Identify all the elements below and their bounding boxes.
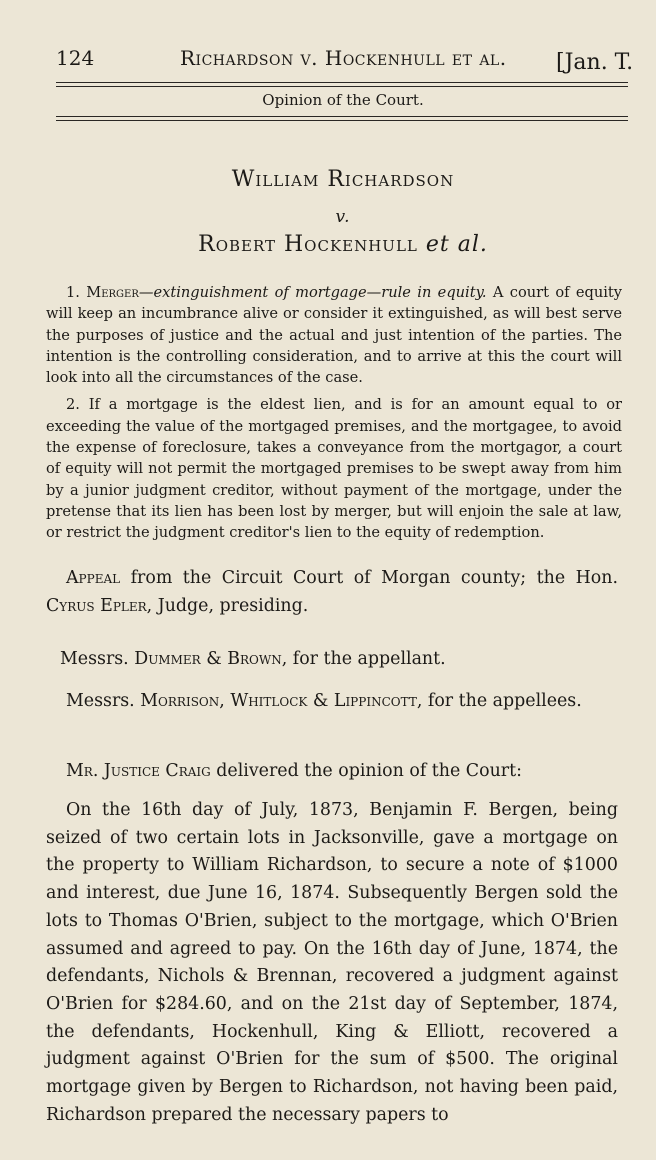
delivery-text: delivered the opinion of the Court: [216,761,522,781]
section-label: Opinion of the Court. [262,91,424,109]
defendant-suffix: et al. [425,232,488,257]
defendant-name: Robert Hockenhull [198,232,418,257]
opinion-body: On the 16th day of July, 1873, Benjamin F. Bergen, being seized of two certain lots in Jacksonville, gave a mortgage on the property to William Richardson, to secure a note of $1000 and interest, due June 16, 1874. Subsequently Bergen sold the lots to Thomas O'Brien, subject to the mortgage, which O'Brien assumed and agreed to pay. On the 16th day of June, 1874, the defendants, Nichols & Brennan, recovered a judgment against O'Brien for $284.60, and on the 21st day of September, 1874, the defendants, Hockenhull, King & Elliott, recovered a judgment against O'Brien for the sum of $500. The original mortgage given by Bergen to Richardson, not having been paid, Richardson prepared the necessary papers to [46,800,618,1125]
appellees-counsel-names: Morrison, Whitlock & Lippincott [140,691,417,711]
appeal-text: from the Circuit Court of Morgan county; the Hon. [130,568,618,588]
headnotes [46,282,622,544]
counsel-appellant [46,646,618,674]
justice-name: Mr. Justice Craig [66,761,211,781]
case-plaintiff: William Richardson [231,167,455,192]
header-rule-top-inner [56,86,628,87]
header-rule-top [56,82,628,83]
appeal-statement [46,565,618,620]
running-title: Richardson v. Hockenhull et al. [180,46,507,70]
headnote-2-text: If a mortgage is the eldest lien, and is for an amount equal to or exceeding the value of the mortgaged premises, and the mortgagee, to avoid the expense of foreclosure, takes a conveyance from the mortgagor, a court of equity will not permit the mortgaged premises to be swept away from him by a junior judgment creditor, without payment of the mortgage, under the pretense that its lien has been lost by merger, but will enjoin the sale at law, or restrict the judgment creditor's lien to the equity of redemption. [46,396,623,542]
headnote-1-number: 1. [66,284,80,301]
case-versus: v. [335,207,351,227]
appellant-prefix: Messrs. [60,649,129,669]
appeal-text-end: , Judge, presiding. [146,595,309,616]
term-label: [Jan. T. [556,50,634,75]
appeal-lead: Appeal [66,568,121,588]
header-rule-bottom [56,116,628,117]
appellant-suffix: , for the appellant. [281,649,446,669]
appellees-prefix: Messrs. [66,691,135,711]
case-defendant [0,232,656,257]
appellant-counsel-names: Dummer & Brown [134,649,282,669]
headnote-1-topic: Merger [86,284,139,301]
headnote-1-subtopic: —extinguishment of mortgage—rule in equity. [138,284,487,301]
headnote-2 [46,394,622,543]
headnote-2-number: 2. [66,396,80,414]
header-rule-bottom-inner [56,120,628,121]
headnote-1 [46,282,622,388]
headnote-1-text: A court of equity will keep an incumbrance alive or consider it extinguished, as will best serve the purposes of justice and the actual and just intention of the parties. The intention is the controlling consideration, and to arrive at this the court will look into all the circumstances of the case. [46,284,622,387]
opinion-delivery [46,758,618,786]
counsel-appellees [46,688,618,716]
appellees-suffix: , for the appellees. [416,691,582,711]
judge-name: Cyrus Epler [46,595,147,616]
page-number: 124 [56,46,95,70]
